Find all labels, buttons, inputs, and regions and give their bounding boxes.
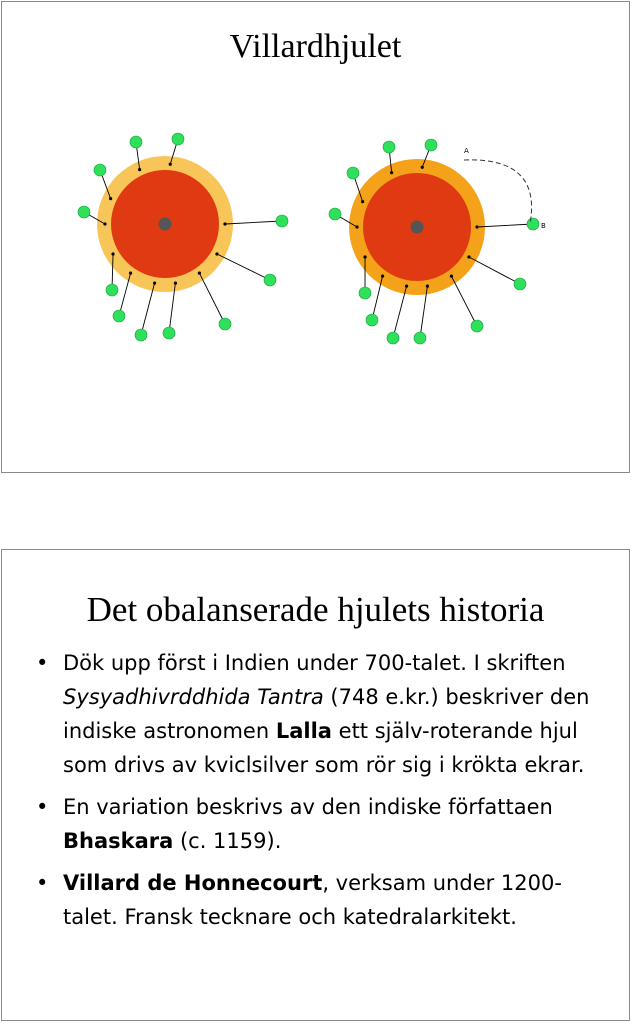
villard-wheel-diagram (2, 2, 629, 472)
slide-historia (1, 549, 630, 1021)
weight-ball (425, 139, 437, 151)
spoke-arm (469, 257, 520, 284)
slide-villardhjulet (1, 1, 630, 473)
hinge-dot (467, 255, 470, 258)
hinge-dot (355, 225, 358, 228)
weight-ball (414, 332, 426, 344)
bullet-item: • En variation beskrivs av den indiske författaen Bhaskara (c. 1159). (36, 790, 611, 858)
weight-ball (163, 327, 175, 339)
book-title: Sysyadhivrddhida Tantra (63, 685, 324, 709)
spoke-arm (393, 286, 407, 338)
hinge-dot (153, 281, 156, 284)
hinge-dot (363, 255, 366, 258)
spoke-arm (141, 283, 155, 335)
weight-ball (130, 136, 142, 148)
hub (411, 221, 424, 234)
person-name: Villard de Honnecourt (63, 871, 323, 895)
bullet-marker: • (36, 795, 49, 819)
bullet-item: • Villard de Honnecourt, verksam under 1200-talet. Fransk tecknare och katedralarkitekt. (36, 866, 611, 934)
hinge-dot (111, 252, 114, 255)
hinge-dot (381, 275, 384, 278)
hinge-dot (198, 272, 201, 275)
weight-ball (78, 206, 90, 218)
spoke-arm (217, 254, 270, 280)
bullet-list (36, 646, 611, 942)
hinge-dot (129, 272, 132, 275)
person-name: Lalla (275, 719, 332, 743)
spoke-arm (372, 276, 383, 320)
weight-ball (359, 287, 371, 299)
weight-ball (383, 141, 395, 153)
weight-ball (366, 314, 378, 326)
bullet-marker: • (36, 871, 49, 895)
weight-ball (471, 320, 483, 332)
weight-ball (172, 133, 184, 145)
hinge-dot (109, 197, 112, 200)
weight-ball (113, 310, 125, 322)
hinge-dot (405, 284, 408, 287)
hinge-dot (215, 252, 218, 255)
hinge-dot (361, 200, 364, 203)
weight-ball (347, 167, 359, 179)
hinge-dot (174, 281, 177, 284)
spoke-arm (119, 273, 131, 316)
weight-ball (94, 164, 106, 176)
weight-ball (219, 318, 231, 330)
label-b: B (541, 222, 546, 230)
weight-ball (329, 208, 341, 220)
weight-ball (514, 278, 526, 290)
hinge-dot (223, 222, 226, 225)
weight-ball (106, 284, 118, 296)
weight-ball (527, 218, 539, 230)
label-a: A (464, 147, 469, 155)
bullet-item: • Dök upp först i Indien under 700-talet. I skriften Sysyadhivrddhida Tantra (748 e.kr.) beskriver den indiske astronomen Lalla ett själv-roterande hjul som drivs av kviclsilver som rör sig i krökta ekrar. (36, 646, 611, 782)
weight-ball (387, 332, 399, 344)
hinge-dot (169, 163, 172, 166)
wheel-left (78, 133, 288, 341)
person-name: Bhaskara (63, 829, 174, 853)
hinge-dot (138, 168, 141, 171)
spoke-arm (225, 221, 282, 224)
hinge-dot (390, 171, 393, 174)
spoke-arm (199, 273, 225, 324)
hinge-dot (426, 284, 429, 287)
spoke-arm (451, 276, 477, 326)
weight-ball (135, 329, 147, 341)
spoke-arm (477, 224, 533, 227)
hinge-dot (103, 222, 106, 225)
hinge-dot (450, 275, 453, 278)
weight-ball (276, 215, 288, 227)
hinge-dot (421, 166, 424, 169)
hub (159, 218, 172, 231)
weight-ball (264, 274, 276, 286)
slide-title: Det obalanserade hjulets historia (86, 590, 545, 629)
hinge-dot (475, 225, 478, 228)
wheel-right (329, 139, 539, 344)
slide-title: Villardhjulet (229, 28, 402, 65)
bullet-marker: • (36, 651, 49, 675)
